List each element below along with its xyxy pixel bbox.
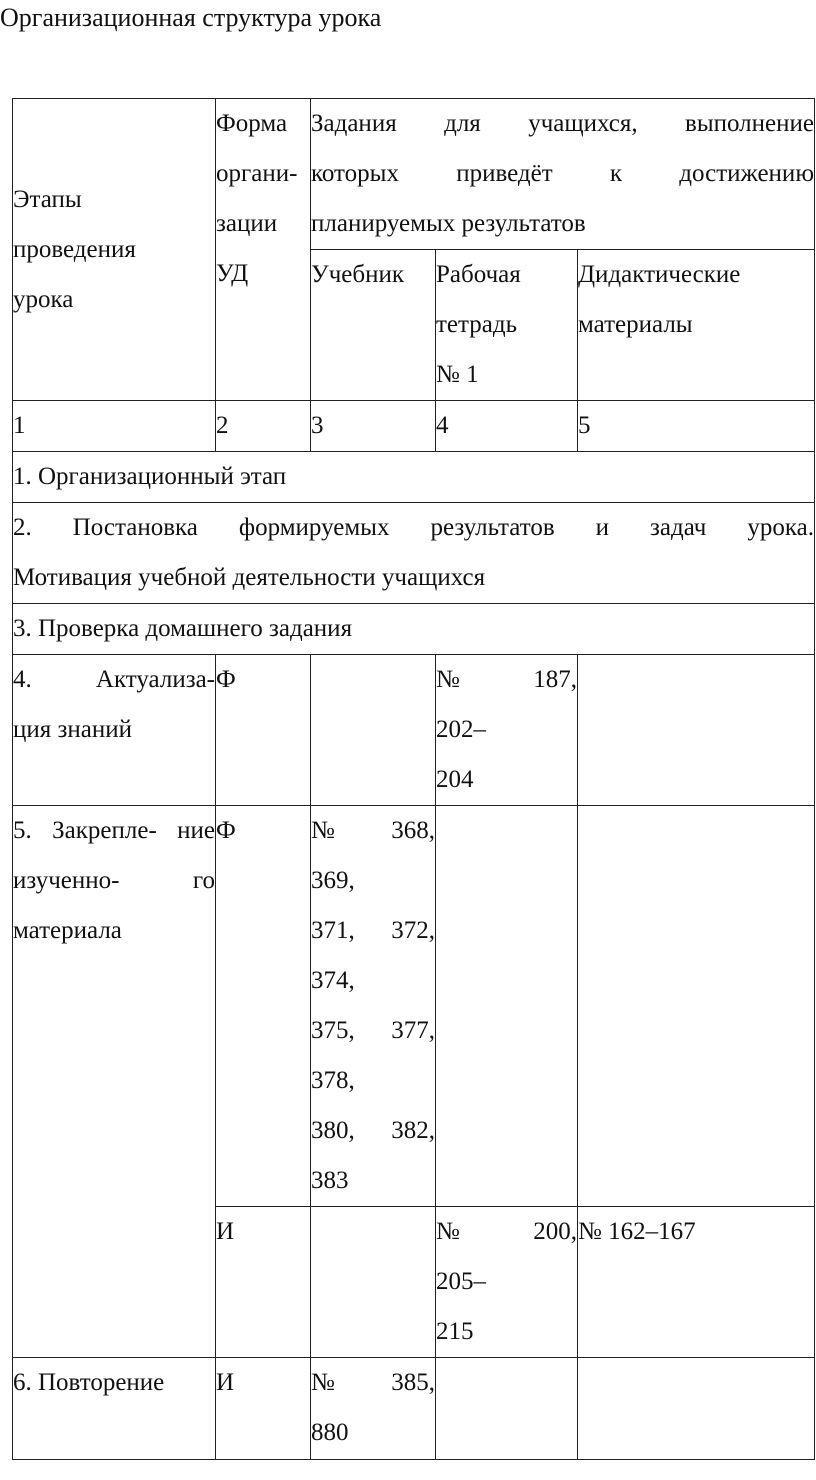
stage-5-name-line: изученно- го (13, 867, 215, 894)
header-workbook-line: Рабочая (436, 261, 521, 288)
header-didactic-cell (578, 250, 815, 401)
header-stages-line: урока (13, 285, 74, 313)
header-textbook-cell (311, 250, 436, 401)
stage-5b-workbook-cell (436, 1207, 578, 1358)
header-stages-line: Этапы (13, 185, 82, 213)
header-tasks-line: Задания для учащихся, выполнение (311, 110, 814, 137)
stage-5b-workbook-line: 205– (436, 1268, 486, 1295)
column-number: 2 (216, 401, 311, 452)
stage-4-workbook-line: 202– (436, 716, 486, 743)
header-workbook-line: тетрадь (436, 311, 517, 338)
stage-6-didactic-cell (578, 1358, 815, 1460)
stage-5b-workbook-line: № 200, (436, 1218, 577, 1245)
header-didactic-line: материалы (578, 311, 693, 338)
header-tasks-line: планируемых результатов (311, 210, 586, 237)
header-form-line: зации (216, 210, 278, 237)
stage-5b-didactic-cell: № 162–167 (578, 1207, 815, 1358)
stage-4-name-line: ция знаний (13, 716, 132, 743)
column-number: 5 (578, 401, 815, 452)
stage-5a-textbook-line: 371, 372, (311, 917, 435, 944)
stage-4-name-cell (13, 655, 216, 806)
column-number: 1 (13, 401, 216, 452)
column-numbers-row (13, 401, 815, 452)
stage-4-name-line: 4. Актуализа- (13, 666, 215, 693)
stage-5a-workbook-cell (436, 806, 578, 1207)
stage-5a-textbook-cell (311, 806, 436, 1207)
stage-6-textbook-cell (311, 1358, 436, 1460)
stage-5a-textbook-line: 378, (311, 1067, 355, 1094)
stage-5a-textbook-line: 380, 382, (311, 1117, 435, 1144)
header-workbook-cell (436, 250, 578, 401)
header-tasks-cell (311, 99, 815, 250)
stage-6-form-cell: И (216, 1358, 311, 1460)
stage-4-workbook-line: № 187, (436, 666, 577, 693)
header-form-line: органи- (216, 160, 298, 187)
stage-5b-workbook-line: 215 (436, 1318, 474, 1345)
stage-5-row-a (13, 806, 815, 1207)
header-row-1 (13, 99, 815, 250)
stage-2-line: Мотивация учебной деятельности учащихся (13, 564, 486, 591)
stage-3-row (13, 604, 815, 655)
stage-4-workbook-cell (436, 655, 578, 806)
stage-6-name-cell: 6. Повторение (13, 1358, 216, 1460)
stage-4-row (13, 655, 815, 806)
stage-3-cell: 3. Проверка домашнего задания (13, 604, 815, 655)
stage-5-name-line: 5. Закрепле- ние (13, 817, 215, 844)
stage-5-name-cell (13, 806, 216, 1358)
header-form-line: УД (216, 260, 249, 287)
header-stages-cell (13, 99, 216, 401)
stage-5-name-line: материала (13, 917, 122, 944)
stage-5a-textbook-line: 383 (311, 1167, 349, 1194)
stage-5b-form-cell: И (216, 1207, 311, 1358)
stage-6-textbook-line: № 385, (311, 1369, 435, 1396)
stage-4-didactic-cell (578, 655, 815, 806)
stage-5a-form-cell: Ф (216, 806, 311, 1207)
stage-5a-textbook-line: № 368, (311, 817, 435, 844)
stage-5a-didactic-cell (578, 806, 815, 1207)
header-workbook-line: № 1 (436, 361, 479, 388)
header-tasks-line: которых приведёт к достижению (311, 160, 814, 187)
lesson-structure-table (12, 98, 815, 1460)
column-number: 3 (311, 401, 436, 452)
stage-5a-textbook-line: 374, (311, 967, 355, 994)
stage-5a-textbook-line: 375, 377, (311, 1017, 435, 1044)
stage-6-textbook-line: 880 (311, 1419, 349, 1446)
stage-2-row (13, 503, 815, 604)
stage-1-row (13, 452, 815, 503)
column-number: 4 (436, 401, 578, 452)
stage-4-form-cell: Ф (216, 655, 311, 806)
header-textbook-label: Учебник (311, 261, 404, 288)
stage-6-row (13, 1358, 815, 1460)
stage-4-workbook-line: 204 (436, 766, 474, 793)
header-stages-line: проведения (13, 235, 136, 263)
stage-5a-textbook-line: 369, (311, 867, 355, 894)
stage-2-cell (13, 503, 815, 604)
header-form-line: Форма (216, 110, 288, 137)
page-title: Организационная структура урока (0, 3, 382, 32)
stage-2-line: 2. Постановка формируемых результатов и задач урока. (13, 514, 814, 541)
header-form-cell (216, 99, 311, 401)
header-didactic-line: Дидактические (578, 261, 741, 288)
stage-5b-textbook-cell (311, 1207, 436, 1358)
stage-6-workbook-cell (436, 1358, 578, 1460)
stage-1-cell: 1. Организационный этап (13, 452, 815, 503)
stage-4-textbook-cell (311, 655, 436, 806)
